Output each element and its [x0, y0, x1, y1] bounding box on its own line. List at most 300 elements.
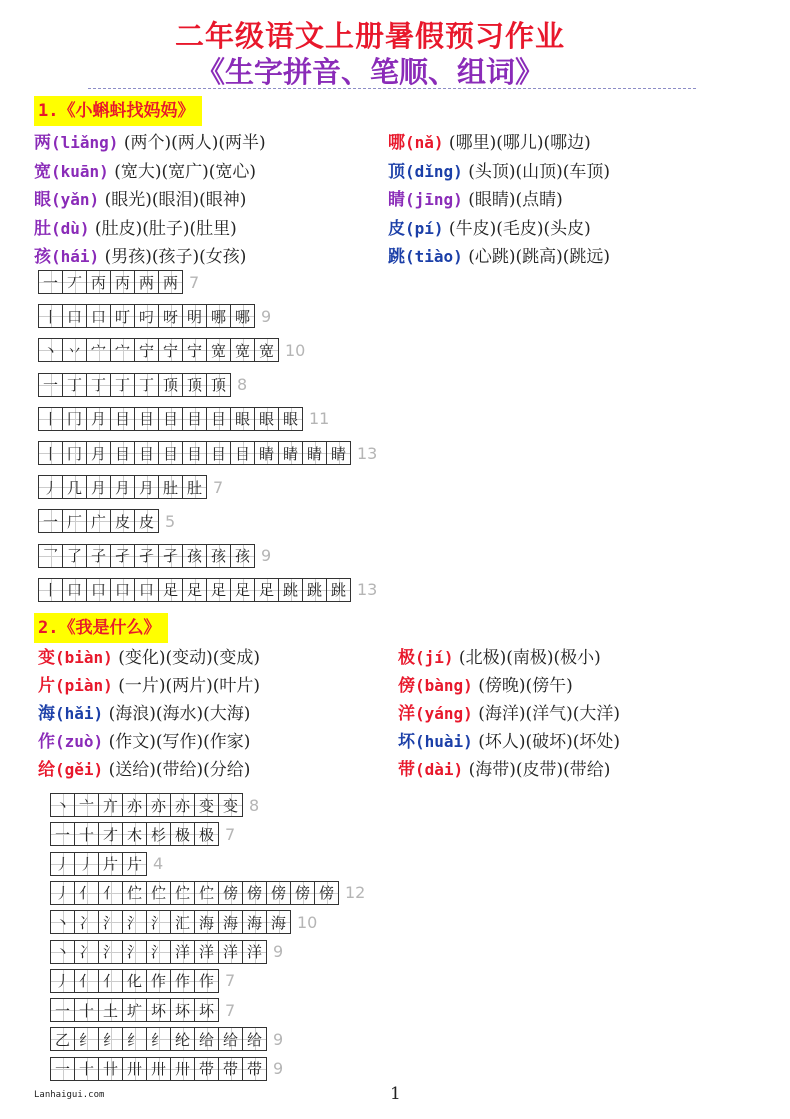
stroke-cell: 两: [158, 270, 183, 294]
vocab-entry: [398, 645, 601, 671]
section-title: 《小蝌蚪找妈妈》: [58, 101, 195, 121]
stroke-cell: 卄: [98, 1057, 123, 1081]
page-title: 二年级语文上册暑假预习作业: [174, 19, 565, 53]
stroke-cell: 皮: [110, 509, 135, 533]
stroke-cell: 月: [110, 475, 135, 499]
vocab-entry: [388, 216, 591, 242]
vocab-entry: [388, 130, 591, 156]
stroke-cell: 口: [62, 578, 87, 602]
stroke-count: 13: [357, 580, 378, 600]
stroke-cell: 了: [62, 544, 87, 568]
stroke-cell: 卅: [122, 1057, 147, 1081]
vocab-char: 作: [38, 732, 55, 752]
vocab-entry: [38, 701, 250, 727]
stroke-cell: 亦: [122, 793, 147, 817]
stroke-cell: 洋: [194, 940, 219, 964]
stroke-cell: 丨: [38, 407, 63, 431]
stroke-count: 9: [273, 942, 284, 961]
stroke-cell: 傍: [290, 881, 315, 905]
stroke-cell: 目: [206, 407, 231, 431]
vocab-pinyin: (kuān): [51, 161, 109, 181]
stroke-cell: 给: [218, 1027, 243, 1051]
stroke-cell: 带: [218, 1057, 243, 1081]
stroke-count: 7: [225, 824, 236, 844]
vocab-words: (变化)(变动)(变成): [112, 648, 260, 668]
vocab-pinyin: (yǎn): [51, 190, 100, 209]
stroke-cell: 明: [182, 304, 207, 328]
vocab-pinyin: (bàng): [415, 676, 473, 695]
stroke-cell: 卅: [146, 1057, 171, 1081]
vocab-entry: [38, 757, 250, 783]
stroke-cell: 丿: [38, 475, 63, 499]
stroke-cell: 丷: [62, 338, 87, 362]
stroke-cell: 宀: [110, 338, 135, 362]
stroke-cell: 丨: [38, 304, 63, 328]
stroke-cell: 纟: [146, 1027, 171, 1051]
stroke-count: 7: [225, 971, 236, 991]
stroke-cell: 带: [194, 1057, 219, 1081]
stroke-count: 10: [297, 912, 318, 932]
stroke-cell: 月: [86, 441, 111, 465]
stroke-cell: 丁: [86, 373, 111, 397]
stroke-cell: 丿: [50, 852, 75, 876]
vocab-entry: [38, 645, 260, 671]
stroke-cell: 海: [218, 910, 243, 934]
stroke-cell: 海: [242, 910, 267, 934]
stroke-cell: 极: [170, 822, 195, 846]
stroke-cell: 海: [194, 910, 219, 934]
stroke-cell: 乙: [50, 1027, 75, 1051]
stroke-order-grid: [50, 910, 317, 934]
stroke-cell: 足: [182, 578, 207, 602]
vocab-char: 皮: [388, 218, 405, 239]
vocab-pinyin: (dǐng): [405, 161, 463, 181]
stroke-cell: 足: [206, 578, 231, 602]
vocab-words: (心跳)(跳高)(跳远): [462, 247, 610, 267]
stroke-cell: 宁: [158, 338, 183, 362]
stroke-cell: 肚: [158, 475, 183, 499]
stroke-cell: 顶: [158, 373, 183, 397]
stroke-order-grid: [50, 998, 235, 1022]
stroke-cell: 眼: [254, 407, 279, 431]
stroke-cell: 给: [242, 1027, 267, 1051]
stroke-cell: 氵: [98, 910, 123, 934]
stroke-cell: 哪: [206, 304, 231, 328]
vocab-pinyin: (jīng): [405, 190, 463, 209]
vocab-char: 带: [398, 760, 415, 780]
stroke-cell: 跳: [302, 578, 327, 602]
stroke-cell: 化: [122, 969, 147, 993]
stroke-cell: 一: [38, 509, 63, 533]
vocab-words: (傍晚)(傍午): [472, 676, 573, 696]
vocab-char: 哪: [388, 133, 405, 153]
stroke-cell: 十: [74, 1057, 99, 1081]
stroke-cell: 目: [158, 441, 183, 465]
stroke-cell: 目: [134, 441, 159, 465]
stroke-cell: 坏: [170, 998, 195, 1022]
stroke-count: 9: [261, 546, 272, 566]
vocab-entry: [34, 187, 246, 213]
stroke-cell: 亻: [74, 969, 99, 993]
stroke-cell: 孑: [158, 544, 183, 568]
stroke-cell: 孩: [206, 544, 231, 568]
vocab-pinyin: (nǎ): [405, 133, 444, 152]
vocab-char: 眼: [34, 190, 51, 210]
stroke-cell: 一: [50, 822, 75, 846]
stroke-order-grid: [50, 969, 235, 993]
stroke-cell: 丿: [50, 969, 75, 993]
stroke-cell: 亻: [98, 969, 123, 993]
vocab-words: (牛皮)(毛皮)(头皮): [443, 218, 591, 239]
stroke-cell: 丶: [38, 338, 63, 362]
vocab-words: (两个)(两人)(两半): [118, 133, 266, 153]
stroke-order-grid: [50, 822, 235, 846]
stroke-cell: 目: [158, 407, 183, 431]
stroke-cell: 目: [110, 407, 135, 431]
vocab-char: 跳: [388, 247, 405, 267]
vocab-entry: [398, 673, 573, 699]
stroke-cell: 丁: [134, 373, 159, 397]
stroke-order-grid: [50, 1027, 283, 1051]
vocab-char: 洋: [398, 704, 415, 724]
stroke-cell: 丶: [50, 793, 75, 817]
vocab-entry: [388, 159, 610, 185]
stroke-order-grid: [50, 793, 259, 817]
stroke-cell: 作: [170, 969, 195, 993]
vocab-char: 宽: [34, 161, 51, 182]
stroke-cell: 宁: [134, 338, 159, 362]
stroke-cell: 卅: [170, 1057, 195, 1081]
site-footer: Lanhaigui.com: [34, 1090, 105, 1100]
stroke-order-grid: [38, 373, 247, 397]
stroke-cell: 作: [146, 969, 171, 993]
section-title: 《我是什么》: [58, 618, 161, 638]
stroke-order-grid: [50, 940, 283, 964]
stroke-cell: 宽: [206, 338, 231, 362]
stroke-cell: 丙: [86, 270, 111, 294]
vocab-words: (宽大)(宽广)(宽心): [108, 161, 256, 182]
stroke-cell: 圹: [122, 998, 147, 1022]
stroke-cell: 丨: [38, 578, 63, 602]
section-heading: [34, 613, 168, 643]
stroke-cell: 变: [218, 793, 243, 817]
stroke-cell: 丁: [110, 373, 135, 397]
stroke-cell: 睛: [302, 441, 327, 465]
vocab-entry: [38, 729, 250, 755]
stroke-cell: 目: [182, 407, 207, 431]
vocab-pinyin: (dài): [415, 760, 464, 779]
stroke-cell: 给: [194, 1027, 219, 1051]
vocab-pinyin: (piàn): [55, 676, 113, 695]
page-number: 1: [390, 1084, 401, 1104]
vocab-pinyin: (dù): [51, 218, 90, 238]
vocab-entry: [34, 216, 237, 242]
stroke-order-grid: [38, 509, 175, 533]
stroke-cell: 十: [74, 998, 99, 1022]
stroke-count: 8: [249, 795, 260, 815]
stroke-cell: 纟: [122, 1027, 147, 1051]
stroke-cell: 足: [254, 578, 279, 602]
stroke-cell: 伫: [170, 881, 195, 905]
stroke-order-grid: [38, 441, 377, 465]
stroke-cell: 两: [134, 270, 159, 294]
stroke-cell: 口: [110, 578, 135, 602]
stroke-cell: 哪: [230, 304, 255, 328]
vocab-char: 傍: [398, 676, 415, 696]
vocab-entry: [34, 130, 266, 156]
stroke-cell: 极: [194, 822, 219, 846]
vocab-pinyin: (liǎng): [51, 133, 119, 152]
stroke-cell: 纟: [98, 1027, 123, 1051]
stroke-cell: 口: [62, 304, 87, 328]
stroke-order-grid: [38, 407, 329, 431]
stroke-cell: 海: [266, 910, 291, 934]
stroke-cell: 木: [122, 822, 147, 846]
stroke-cell: 跳: [326, 578, 351, 602]
vocab-char: 极: [398, 648, 415, 668]
stroke-cell: 才: [98, 822, 123, 846]
stroke-cell: 睛: [278, 441, 303, 465]
stroke-cell: 口: [134, 578, 159, 602]
stroke-cell: 杉: [146, 822, 171, 846]
vocab-words: (作文)(写作)(作家): [103, 732, 251, 752]
stroke-cell: 丙: [110, 270, 135, 294]
stroke-cell: 氵: [98, 940, 123, 964]
stroke-cell: 坏: [194, 998, 219, 1022]
stroke-cell: 目: [206, 441, 231, 465]
vocab-words: (海浪)(海水)(大海): [103, 704, 251, 724]
stroke-cell: 伫: [194, 881, 219, 905]
stroke-count: 4: [153, 854, 164, 874]
stroke-cell: 氵: [122, 940, 147, 964]
stroke-cell: 丿: [74, 852, 99, 876]
stroke-cell: 坏: [146, 998, 171, 1022]
stroke-cell: 氵: [122, 910, 147, 934]
stroke-cell: 片: [122, 852, 147, 876]
stroke-order-grid: [50, 881, 365, 905]
vocab-words: (哪里)(哪儿)(哪边): [443, 133, 591, 153]
stroke-cell: 汇: [170, 910, 195, 934]
stroke-cell: 丆: [62, 270, 87, 294]
vocab-pinyin: (huài): [415, 732, 473, 751]
stroke-count: 10: [285, 340, 306, 360]
vocab-words: (海洋)(洋气)(大洋): [472, 704, 620, 724]
stroke-cell: 顶: [206, 373, 231, 397]
stroke-cell: 变: [194, 793, 219, 817]
stroke-count: 11: [309, 409, 330, 429]
stroke-cell: 广: [86, 509, 111, 533]
dashed-divider: [88, 88, 696, 89]
stroke-cell: 宽: [230, 338, 255, 362]
stroke-cell: 傍: [314, 881, 339, 905]
section-heading: [34, 96, 202, 126]
stroke-cell: 月: [134, 475, 159, 499]
section-number: 1.: [38, 101, 59, 121]
stroke-cell: 十: [74, 822, 99, 846]
vocab-pinyin: (gěi): [55, 760, 104, 779]
stroke-cell: 氵: [146, 940, 171, 964]
vocab-words: (男孩)(孩子)(女孩): [99, 247, 247, 267]
stroke-cell: 亦: [170, 793, 195, 817]
stroke-cell: 纟: [74, 1027, 99, 1051]
stroke-cell: 乛: [38, 544, 63, 568]
stroke-cell: 丶: [50, 910, 75, 934]
stroke-cell: 傍: [266, 881, 291, 905]
vocab-char: 肚: [34, 218, 51, 239]
vocab-pinyin: (pí): [405, 218, 444, 238]
vocab-words: (头顶)(山顶)(车顶): [462, 161, 610, 182]
vocab-char: 给: [38, 760, 55, 780]
stroke-order-grid: [50, 1057, 283, 1081]
stroke-order-grid: [38, 578, 377, 602]
stroke-cell: 作: [194, 969, 219, 993]
stroke-cell: 冂: [62, 407, 87, 431]
vocab-char: 睛: [388, 190, 405, 210]
stroke-cell: 丿: [50, 881, 75, 905]
stroke-cell: 孩: [182, 544, 207, 568]
stroke-cell: 一: [38, 373, 63, 397]
stroke-cell: 孩: [230, 544, 255, 568]
stroke-cell: 宁: [182, 338, 207, 362]
stroke-cell: 氵: [146, 910, 171, 934]
vocab-words: (一片)(两片)(叶片): [112, 676, 260, 696]
stroke-count: 9: [273, 1029, 284, 1049]
stroke-cell: 皮: [134, 509, 159, 533]
stroke-cell: 伫: [122, 881, 147, 905]
stroke-order-grid: [38, 270, 199, 294]
stroke-count: 8: [237, 375, 248, 395]
vocab-entry: [38, 673, 260, 699]
stroke-cell: 亻: [98, 881, 123, 905]
stroke-cell: 宀: [86, 338, 111, 362]
stroke-cell: 孑: [110, 544, 135, 568]
vocab-words: (眼睛)(点睛): [462, 190, 563, 210]
stroke-order-grid: [38, 304, 271, 328]
vocab-pinyin: (yáng): [415, 704, 473, 723]
stroke-count: 13: [357, 443, 378, 463]
stroke-cell: 顶: [182, 373, 207, 397]
stroke-cell: 睛: [326, 441, 351, 465]
stroke-cell: 冂: [62, 441, 87, 465]
stroke-cell: 一: [50, 1057, 75, 1081]
stroke-cell: 厂: [62, 509, 87, 533]
stroke-count: 7: [213, 477, 224, 497]
stroke-cell: 亻: [74, 881, 99, 905]
stroke-order-grid: [38, 544, 271, 568]
vocab-words: (送给)(带给)(分给): [103, 760, 251, 780]
stroke-count: 12: [345, 883, 366, 903]
stroke-cell: 傍: [218, 881, 243, 905]
vocab-char: 顶: [388, 161, 405, 182]
stroke-cell: 足: [158, 578, 183, 602]
vocab-char: 海: [38, 704, 55, 724]
stroke-cell: 洋: [242, 940, 267, 964]
stroke-cell: 月: [86, 475, 111, 499]
stroke-cell: 眼: [230, 407, 255, 431]
stroke-order-grid: [50, 852, 163, 876]
stroke-cell: 冫: [74, 940, 99, 964]
stroke-cell: 足: [230, 578, 255, 602]
stroke-cell: 跳: [278, 578, 303, 602]
stroke-cell: 叼: [134, 304, 159, 328]
page-subtitle: 《生字拼音、笔顺、组词》: [195, 55, 544, 89]
stroke-count: 7: [189, 272, 200, 292]
vocab-char: 变: [38, 648, 55, 668]
stroke-count: 9: [273, 1059, 284, 1079]
vocab-words: (眼光)(眼泪)(眼神): [99, 190, 247, 210]
stroke-cell: 叮: [110, 304, 135, 328]
stroke-cell: 一: [50, 998, 75, 1022]
vocab-entry: [388, 187, 563, 213]
section-number: 2.: [38, 618, 59, 638]
vocab-pinyin: (biàn): [55, 648, 113, 667]
vocab-char: 坏: [398, 732, 415, 752]
stroke-count: 7: [225, 1000, 236, 1020]
vocab-char: 两: [34, 133, 51, 153]
vocab-words: (坏人)(破坏)(坏处): [472, 732, 620, 752]
stroke-cell: 口: [86, 578, 111, 602]
stroke-cell: 宽: [254, 338, 279, 362]
vocab-char: 片: [38, 676, 55, 696]
vocab-words: (海带)(皮带)(带给): [463, 760, 611, 780]
stroke-cell: 亣: [98, 793, 123, 817]
stroke-cell: 眼: [278, 407, 303, 431]
stroke-cell: 丨: [38, 441, 63, 465]
stroke-cell: 洋: [218, 940, 243, 964]
vocab-char: 孩: [34, 247, 51, 267]
vocab-pinyin: (zuò): [55, 732, 104, 751]
vocab-entry: [34, 159, 256, 185]
stroke-order-grid: [38, 338, 305, 362]
vocab-entry: [398, 701, 620, 727]
vocab-pinyin: (hái): [51, 247, 100, 266]
vocab-words: (北极)(南极)(极小): [453, 648, 601, 668]
stroke-cell: 土: [98, 998, 123, 1022]
stroke-cell: 子: [86, 544, 111, 568]
stroke-cell: 呀: [158, 304, 183, 328]
stroke-order-grid: [38, 475, 223, 499]
stroke-cell: 肚: [182, 475, 207, 499]
stroke-cell: 目: [110, 441, 135, 465]
stroke-cell: 洋: [170, 940, 195, 964]
vocab-pinyin: (tiào): [405, 247, 463, 266]
stroke-cell: 目: [230, 441, 255, 465]
stroke-cell: 冫: [74, 910, 99, 934]
stroke-cell: 目: [134, 407, 159, 431]
stroke-cell: 睛: [254, 441, 279, 465]
stroke-cell: 纶: [170, 1027, 195, 1051]
vocab-pinyin: (jí): [415, 648, 454, 667]
stroke-cell: 丁: [62, 373, 87, 397]
stroke-cell: 傍: [242, 881, 267, 905]
vocab-entry: [388, 244, 610, 270]
stroke-cell: 丶: [50, 940, 75, 964]
vocab-entry: [398, 729, 620, 755]
stroke-cell: 目: [182, 441, 207, 465]
vocab-entry: [398, 757, 610, 783]
stroke-count: 9: [261, 306, 272, 326]
stroke-count: 5: [165, 511, 176, 531]
vocab-entry: [34, 244, 246, 270]
vocab-words: (肚皮)(肚子)(肚里): [89, 218, 237, 239]
stroke-cell: 片: [98, 852, 123, 876]
stroke-cell: 口: [86, 304, 111, 328]
stroke-cell: 几: [62, 475, 87, 499]
vocab-pinyin: (hǎi): [55, 704, 104, 723]
stroke-cell: 一: [38, 270, 63, 294]
stroke-cell: 月: [86, 407, 111, 431]
stroke-cell: 带: [242, 1057, 267, 1081]
